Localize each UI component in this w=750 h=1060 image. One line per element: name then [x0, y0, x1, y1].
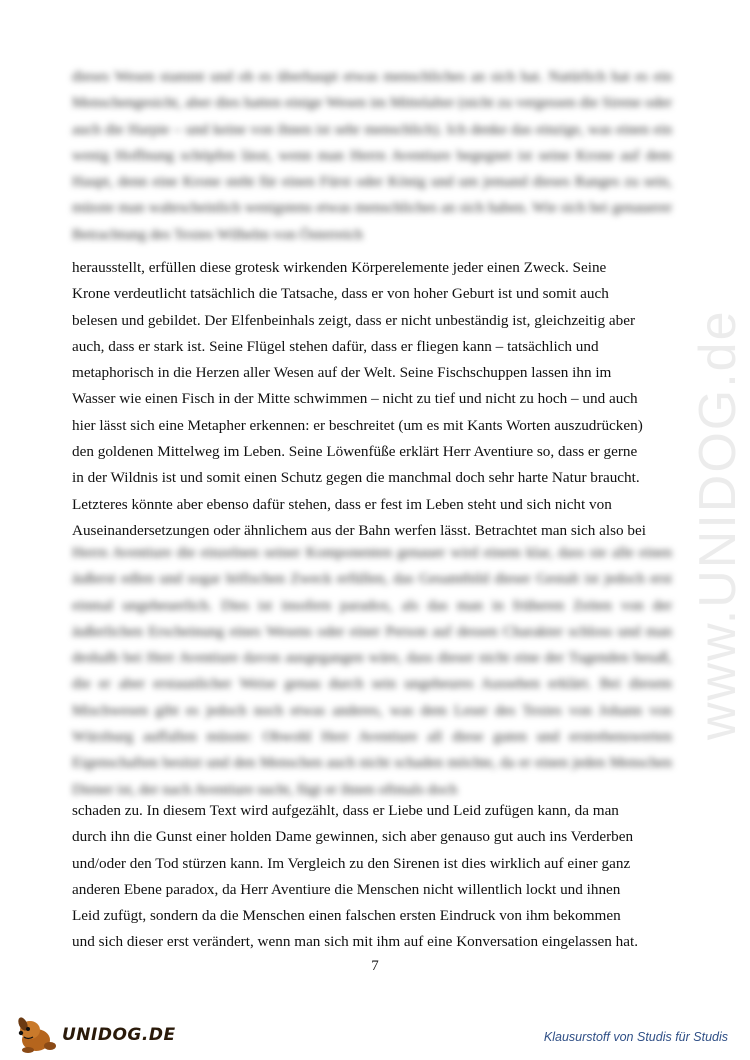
- page-number: 7: [371, 958, 379, 974]
- text-line: und sich dieser erst verändert, wenn man sich mit ihm auf eine Konversation eingelassen hat.: [72, 933, 638, 951]
- blurred-paragraph-middle: [72, 540, 672, 803]
- visible-paragraph-middle: [72, 255, 672, 544]
- footer-slogan: Klausurstoff von Studis für Studis: [543, 1030, 728, 1044]
- text-line: Krone verdeutlicht tatsächlich die Tatsache, dass er von hoher Geburt ist und somit auch: [72, 285, 609, 303]
- text-line: belesen und gebildet. Der Elfenbeinhals zeigt, dass er nicht unbeständig ist, gleichzeitig aber: [72, 311, 636, 329]
- logo-text: UNIDOG.DE: [62, 1025, 176, 1045]
- text-line: auch, dass er stark ist. Seine Flügel stehen dafür, dass er fliegen kann – tatsächlich und: [72, 337, 599, 355]
- text-line: den goldenen Mittelweg im Leben. Seine Löwenfüße erklärt Herr Aventiure so, dass er gerne: [72, 443, 638, 461]
- text-line: in der Wildnis ist und somit einen Schutz gegen die manchmal doch sehr harte Natur braucht.: [72, 469, 640, 487]
- text-line: und/oder den Tod stürzen kann. Im Vergleich zu den Sirenen ist dies wirklich auf einer ganz: [72, 854, 631, 872]
- text-line: herausstellt, erfüllen diese grotesk wirkenden Körperelemente jeder einen Zweck. Seine: [72, 259, 607, 276]
- text-line: anderen Ebene paradox, da Herr Aventiure die Menschen nicht willentlich lockt und ihnen: [72, 880, 621, 898]
- blurred-paragraph-top: [72, 64, 672, 248]
- text-line: schaden zu. In diesem Text wird aufgezählt, dass er Liebe und Leid zufügen kann, da man: [72, 802, 619, 819]
- text-line: metaphorisch in die Herzen aller Wesen auf der Welt. Seine Fischschuppen lassen ihn im: [72, 364, 612, 382]
- footer-logo[interactable]: [14, 1016, 176, 1054]
- blurred-text-middle: Herrn Aventiure die einzelnen seiner Komponenten genauer wird einem klar, dass sie alle einen äußerst edlen und sogar höfischen Zweck erfüllen, das Gesamtbild dieser Gestalt ist jedoch erst einmal ungeheuerlich. Dies ist insofern paradox, als das man in früheren Zeiten von der äußerlichen Erscheinung eines Wesens oder einer Person auf dessen Charakter schloss und man deshalb bei Herr Aventiure davon ausgegangen wäre, dass dieser nicht eine der Tugenden besaß, die er aber erstaunlicher Weise genau durch sein ungeheures Aussehen erklärt. Bei diesem Mischwesen gibt es jedoch noch etwas anderes, was dem Leser des Textes von Johann von Würzburg auffallen müsste: Obwohl Herr Aventiure all diese guten und erstrebenswerten Eigenschaften besitzt und den Menschen auch nicht schaden möchte, da er einen jeden Menschen Diener ist, der nach Aventiure sucht, fügt er ihnen oftmals doch: [72, 544, 672, 798]
- visible-paragraph-end: [72, 798, 672, 956]
- text-line: durch ihn die Gunst einer holden Dame gewinnen, sich aber genauso gut auch ins Verderben: [72, 828, 634, 846]
- text-line: Wasser wie einen Fisch in der Mitte schwimmen – nicht zu tief und nicht zu hoch – und auch: [72, 390, 638, 408]
- watermark: www.UNIDOG.de: [689, 309, 747, 740]
- text-line: Leid zufügt, sondern da die Menschen einen falschen ersten Eindruck von ihm bekommen: [72, 907, 621, 925]
- text-line: Letzteres könnte aber ebenso dafür stehen, dass er fest im Leben steht und sich nicht von: [72, 495, 612, 513]
- text-line: hier lässt sich eine Metapher erkennen: er beschreitet (um es mit Kants Worten auszudrücken): [72, 416, 643, 434]
- blurred-text-top: dieses Wesen stammt und ob es überhaupt etwas menschliches an sich hat. Natürlich hat es ein Menschengesicht, aber dies hatten einige Wesen im Mittelalter (nicht zu vergessen die Sirene oder auch die Harpie – und keine von ihnen ist sehr menschlich). Ich denke das einzige, was einen ein wenig Hoffnung schöpfen lässt, wenn man Herrn Aventiure begegnet ist seine Krone auf dem Haupt, denn eine Krone steht für einen Fürst oder König und um jemand dieses Ranges zu sein, müsste man wahrscheinlich wenigstens etwas menschliches an sich haben. Wie sich bei genauerer Betrachtung des Textes Wilhelm von Österreich: [72, 68, 672, 243]
- text-line: Auseinandersetzungen oder ähnlichem aus der Bahn werfen lässt. Betrachtet man sich also bei: [72, 521, 646, 539]
- dog-mascot-icon: [14, 1016, 60, 1054]
